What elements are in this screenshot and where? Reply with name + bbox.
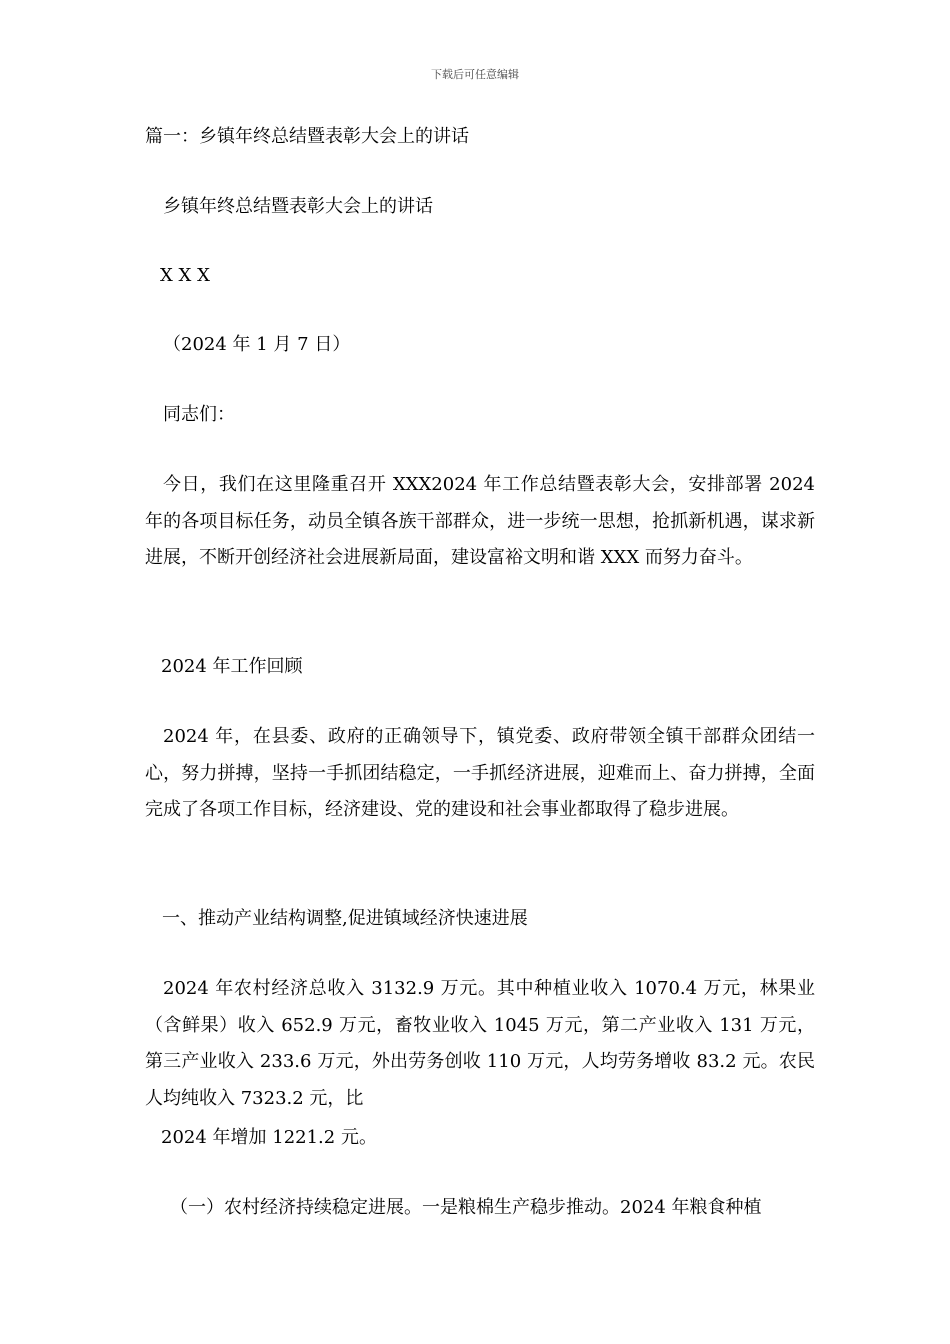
speech-date: （2024 年 1 月 7 日） (163, 334, 351, 355)
section-heading-one: 一、推动产业结构调整,促进镇域经济快速进展 (162, 908, 528, 929)
subsection-one-start: （一）农村经济持续稳定进展。一是粮棉生产稳步推动。2024 年粮食种植 (170, 1197, 762, 1218)
chapter-heading: 篇一：乡镇年终总结暨表彰大会上的讲话 (145, 126, 469, 147)
review-paragraph: 2024 年，在县委、政府的正确领导下，镇党委、政府带领全镇干部群众团结一心，努力拼搏，坚持一手抓团结稳定，一手抓经济进展，迎难而上、奋力拼搏，全面完成了各项工作目标，经济建设、党的建设和社会事业都取得了稳步进展。 (145, 726, 815, 821)
income-paragraph: 2024 年农村经济总收入 3132.9 万元。其中种植业收入 1070.4 万元，林果业（含鲜果）收入 652.9 万元，畜牧业收入 1045 万元，第二产业收入 131 万元，第三产业收入 233.6 万元，外出劳务创收 110 万元，人均劳务增收 83.2 元。农民人均纯收入 7323.2 元，比 (145, 978, 815, 1109)
header-note: 下载后可任意编辑 (431, 68, 519, 81)
intro-paragraph: 今日，我们在这里隆重召开 XXX2024 年工作总结暨表彰大会，安排部署 2024 年的各项目标任务，动员全镇各族干部群众，进一步统一思想，抢抓新机遇，谋求新进展，不断开创经济社会进展新局面，建设富裕文明和谐 XXX 而努力奋斗。 (145, 474, 815, 569)
section-heading-review: 2024 年工作回顾 (161, 656, 303, 677)
income-paragraph-tail: 2024 年增加 1221.2 元。 (161, 1127, 377, 1148)
salutation: 同志们： (163, 404, 235, 425)
speaker-name: X X X (160, 265, 210, 286)
speech-title: 乡镇年终总结暨表彰大会上的讲话 (163, 196, 433, 217)
